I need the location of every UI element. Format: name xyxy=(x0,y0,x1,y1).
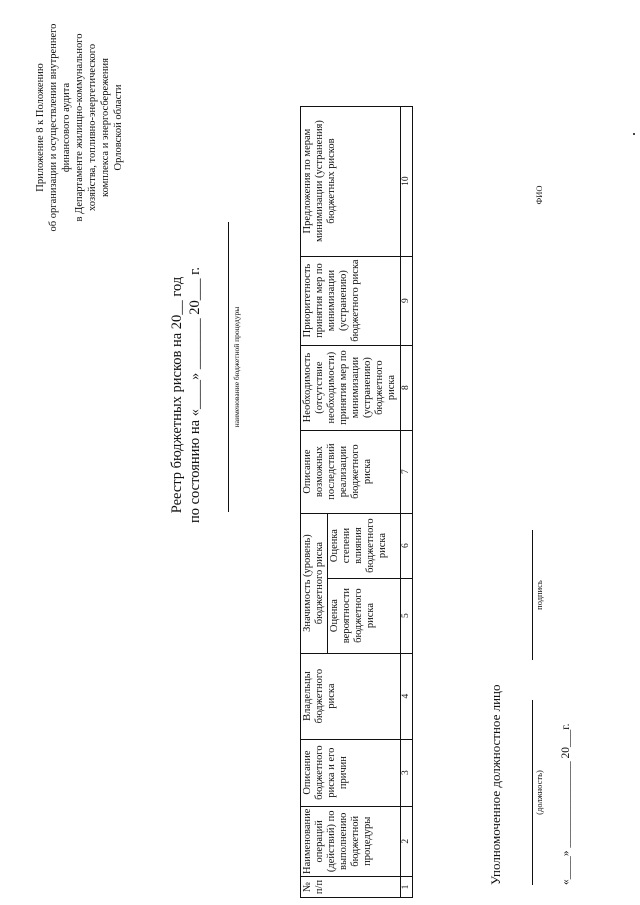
table-header-row xyxy=(301,106,328,897)
header-cell: Описание бюджетного риска и его причин xyxy=(301,739,401,806)
year-blank: ___ xyxy=(560,729,572,747)
appendix-line: Орловской области xyxy=(113,84,124,171)
appendix-line: комплекса и энергосбережения xyxy=(100,58,111,197)
header-cell: Оценка вероятности бюджетного риска xyxy=(328,578,401,653)
title-year-word: год xyxy=(169,276,185,297)
procedure-caption: наименование бюджетной процедуры xyxy=(232,306,241,428)
column-number: 3 xyxy=(401,739,413,806)
column-number: 6 xyxy=(401,513,413,578)
title-line-2 xyxy=(186,267,204,523)
header-cell: Приоритетность принятия мер по минимизации (устранению) бюджетного риска xyxy=(301,256,401,345)
quote-close: » xyxy=(187,372,203,381)
signatory-title: Уполномоченное должностное лицо xyxy=(488,684,503,885)
day-blank: ____ xyxy=(560,856,572,880)
quote-open: « xyxy=(560,879,572,885)
column-number: 7 xyxy=(401,430,413,513)
appendix-line: финансового аудита xyxy=(61,82,72,173)
header-cell: № п/п xyxy=(301,877,401,898)
column-number: 5 xyxy=(401,578,413,653)
month-blank: _______ xyxy=(187,318,203,370)
signature-caption: подпись xyxy=(534,580,544,610)
column-number: 8 xyxy=(401,345,413,430)
header-cell: Владельцы бюджетного риска xyxy=(301,653,401,739)
year-blank: ___ xyxy=(187,278,203,301)
header-cell: Предложения по мерам минимизации (устранения) бюджетных рисков xyxy=(301,106,401,256)
title-text: Реестр бюджетных рисков на 20 xyxy=(169,314,185,514)
year-abbrev: г. xyxy=(560,723,572,730)
as-of-text: по состоянию на « xyxy=(187,409,203,524)
risk-registry-table xyxy=(300,106,413,898)
document-title xyxy=(168,185,204,605)
signature-line xyxy=(532,530,533,660)
column-number: 9 xyxy=(401,256,413,345)
appendix-line: в Департаменте жилищно-коммунального xyxy=(74,33,85,222)
quote-close: » xyxy=(560,850,572,857)
year-prefix: 20 xyxy=(187,300,203,315)
month-blank: _______________ xyxy=(560,761,572,848)
day-blank: ____ xyxy=(187,380,203,410)
header-group-cell: Значимость (уровень) бюджетного риска xyxy=(301,513,328,653)
year-prefix: 20 xyxy=(560,747,572,759)
signature-date xyxy=(560,723,572,885)
appendix-line: об организации и осуществлении внутреннего xyxy=(48,23,59,232)
year-abbrev: г. xyxy=(187,266,203,275)
column-number: 10 xyxy=(401,106,413,256)
position-caption: (должность) xyxy=(534,770,544,815)
column-number: 1 xyxy=(401,877,413,898)
procedure-name-line xyxy=(228,222,229,512)
year-blank: __ xyxy=(169,300,185,315)
column-number: 2 xyxy=(401,806,413,876)
position-line xyxy=(532,700,533,885)
header-cell: Описание возможных последствий реализации бюджетного риска xyxy=(301,430,401,513)
header-cell: Оценка степени влияния бюджетного риска xyxy=(328,513,401,578)
appendix-line: хозяйства, топливно-энергетического xyxy=(87,43,98,212)
fio-caption: ФИО xyxy=(534,185,544,205)
appendix-note xyxy=(34,0,125,255)
title-line-1 xyxy=(168,185,186,605)
header-cell: Наименование операций (действий) по выполнению бюджетной процедуры xyxy=(301,806,401,876)
column-number: 4 xyxy=(401,653,413,739)
appendix-line: Приложение 8 к Положению xyxy=(35,63,46,192)
scan-speck xyxy=(633,133,635,135)
table-number-row xyxy=(401,106,413,897)
header-cell: Необходимость (отсутствие необходимости) принятия мер по минимизации (устранению) бюджетного риска xyxy=(301,345,401,430)
